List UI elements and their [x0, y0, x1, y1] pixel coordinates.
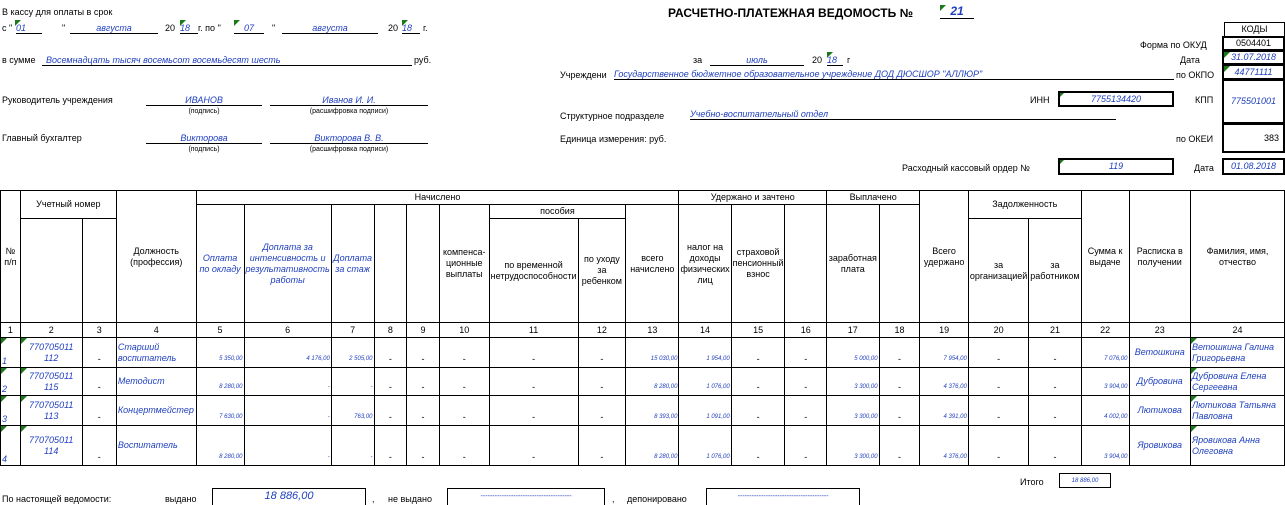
full-name[interactable]: Яровикова Анна Олеговна: [1191, 426, 1285, 466]
cell-col15[interactable]: -: [731, 426, 785, 466]
header-to-pay: Сумма к выдаче: [1081, 191, 1129, 323]
date-code[interactable]: 31.07.2018: [1222, 50, 1285, 65]
total-withheld[interactable]: 4 391,00: [920, 396, 969, 426]
account-number-part: 770705011: [29, 434, 74, 445]
for-label: за: [693, 55, 703, 65]
wages[interactable]: 3 300,00: [827, 426, 880, 466]
year-prefix: 20: [388, 23, 399, 33]
cell-col20[interactable]: -: [968, 396, 1028, 426]
cell-col3[interactable]: -: [82, 426, 116, 466]
accountant-signature[interactable]: Викторова: [146, 133, 262, 144]
salary[interactable]: 5 350,00: [196, 338, 244, 368]
account-number-part: 114: [44, 445, 59, 456]
account-number[interactable]: [20, 338, 82, 368]
cell-col15[interactable]: -: [731, 368, 785, 396]
tenure-pay[interactable]: 2 505,00: [331, 338, 374, 368]
unit-name[interactable]: Учебно-воспитательный отдел: [690, 109, 1116, 120]
position[interactable]: Концертмейстер: [116, 396, 196, 426]
cell-col3[interactable]: -: [82, 368, 116, 396]
column-number: 20: [968, 323, 1028, 338]
header-wages: заработная плата: [827, 205, 880, 323]
account-number-part: 115: [44, 381, 59, 392]
comment-marker: [1191, 396, 1197, 402]
head-label: Руководитель учреждения: [2, 95, 113, 105]
period-g: г: [847, 55, 851, 65]
deposited-amount[interactable]: ---------------------------------------: [706, 488, 860, 505]
receipt-signature[interactable]: Ветошкина: [1129, 338, 1190, 368]
bonus[interactable]: 4 176,00: [244, 338, 331, 368]
inn-label: ИНН: [1030, 95, 1050, 105]
deposited-label: депонировано: [627, 494, 687, 504]
cell-col10[interactable]: -: [439, 426, 489, 466]
account-number[interactable]: [20, 396, 82, 426]
column-number: 3: [82, 323, 116, 338]
full-name[interactable]: Ветошкина Галина Григорьевна: [1191, 338, 1285, 368]
header-col2: [20, 219, 82, 323]
sign-caption: (подпись): [188, 108, 220, 115]
head-signature[interactable]: ИВАНОВ: [146, 95, 262, 106]
wages[interactable]: 3 300,00: [827, 368, 880, 396]
accountant-name[interactable]: Викторова В. В.: [270, 133, 428, 144]
cell-col12[interactable]: -: [578, 338, 626, 368]
cell-col21[interactable]: -: [1029, 368, 1081, 396]
cell-col9[interactable]: -: [407, 368, 440, 396]
tenure-pay[interactable]: -: [331, 426, 374, 466]
column-number: 8: [374, 323, 407, 338]
okud-label: Форма по ОКУД: [1140, 40, 1207, 50]
accountant-label: Главный бухгалтер: [2, 133, 82, 143]
tenure-pay[interactable]: -: [331, 368, 374, 396]
position[interactable]: Воспитатель: [116, 426, 196, 466]
cell-col8[interactable]: -: [374, 396, 407, 426]
comment-marker: [21, 368, 27, 374]
salary[interactable]: 7 630,00: [196, 396, 244, 426]
column-number: 23: [1129, 323, 1190, 338]
to-label: г. по ": [198, 23, 221, 33]
kpp-code[interactable]: 775501001: [1222, 79, 1285, 124]
inn-field[interactable]: 7755134420: [1058, 91, 1174, 107]
header-benefits: пособия: [489, 205, 626, 219]
column-number: 19: [920, 323, 969, 338]
cell-col20[interactable]: -: [968, 368, 1028, 396]
header-col8: [374, 205, 407, 323]
quote: ": [272, 23, 276, 33]
header-care: по уходу за ребенком: [578, 219, 626, 323]
cell-col18[interactable]: -: [879, 426, 920, 466]
decode-caption: (расшифровка подписи): [309, 108, 389, 115]
to-year[interactable]: 18: [402, 23, 420, 34]
header-col18: [879, 205, 920, 323]
header-position: Должность (профессия): [116, 191, 196, 323]
header-fio: Фамилия, имя, отчество: [1191, 191, 1285, 323]
bonus[interactable]: -: [244, 368, 331, 396]
cell-col12[interactable]: -: [578, 426, 626, 466]
column-number: 24: [1191, 323, 1285, 338]
header-accrued: Начислено: [196, 191, 679, 205]
kpp-label: КПП: [1195, 95, 1214, 105]
header-comp: компенса-ционные выплаты: [439, 205, 489, 323]
header-receipt: Расписка в получении: [1129, 191, 1190, 323]
measure-label: Единица измерения: руб.: [560, 134, 667, 144]
payroll-table: [0, 190, 1285, 466]
income-tax[interactable]: 1 091,00: [679, 396, 731, 426]
okei-label: по ОКЕИ: [1176, 134, 1214, 144]
institution-label: Учреждени: [560, 70, 607, 80]
header-col16: [785, 205, 827, 323]
okpo-label: по ОКПО: [1176, 70, 1215, 80]
total-accrued[interactable]: 8 280,00: [626, 426, 679, 466]
cell-col9[interactable]: -: [407, 396, 440, 426]
header-num: № п/п: [1, 191, 21, 323]
head-name[interactable]: Иванов И. И.: [270, 95, 428, 106]
order-date[interactable]: 01.08.2018: [1222, 158, 1285, 175]
amount-to-pay[interactable]: 3 904,00: [1081, 368, 1129, 396]
table-row: [1, 396, 1285, 426]
bonus[interactable]: -: [244, 426, 331, 466]
bonus[interactable]: -: [244, 396, 331, 426]
total-accrued[interactable]: 15 030,00: [626, 338, 679, 368]
cell-col8[interactable]: -: [374, 368, 407, 396]
cell-col3[interactable]: -: [82, 338, 116, 368]
row-number[interactable]: 4: [1, 426, 21, 466]
from-label: с ": [2, 23, 13, 33]
wages[interactable]: 3 300,00: [827, 396, 880, 426]
issued-amount[interactable]: 18 886,00: [212, 488, 366, 505]
doc-number[interactable]: 21: [940, 4, 974, 19]
pay-period-label: В кассу для оплаты в срок: [2, 7, 113, 17]
income-tax[interactable]: 1 076,00: [679, 368, 731, 396]
income-tax[interactable]: 1 076,00: [679, 426, 731, 466]
cell-col11[interactable]: -: [489, 396, 578, 426]
total-pay: 18 886,00: [1059, 473, 1111, 488]
comma: ,: [372, 494, 375, 504]
column-number: 12: [578, 323, 626, 338]
row-number[interactable]: 2: [1, 368, 21, 396]
institution-name[interactable]: Государственное бюджетное образовательное учреждение ДОД ДЮСШОР "АЛЛЮР": [614, 69, 1174, 80]
comment-marker: [1, 396, 7, 402]
to-day[interactable]: 07: [234, 23, 264, 34]
header-tax: налог на доходы физических лиц: [679, 205, 731, 323]
column-number: 17: [827, 323, 880, 338]
header-debt-emp: за работником: [1029, 219, 1081, 323]
cell-col15[interactable]: -: [731, 396, 785, 426]
column-number: 13: [626, 323, 679, 338]
column-number: 7: [331, 323, 374, 338]
comma: ,: [612, 494, 615, 504]
cell-col11[interactable]: -: [489, 426, 578, 466]
page-title: РАСЧЕТНО-ПЛАТЕЖНАЯ ВЕДОМОСТЬ №: [668, 6, 913, 20]
decode-caption: (расшифровка подписи): [309, 146, 389, 153]
rub-label: руб.: [414, 55, 432, 65]
header-withheld: Удержано и зачтено: [679, 191, 827, 205]
cell-col16[interactable]: -: [785, 426, 827, 466]
cell-col10[interactable]: -: [439, 396, 489, 426]
header-pension: страховой пенсионный взнос: [731, 205, 785, 323]
receipt-signature[interactable]: Яровикова: [1129, 426, 1190, 466]
cell-col10[interactable]: -: [439, 338, 489, 368]
cell-col16[interactable]: -: [785, 338, 827, 368]
cell-col12[interactable]: -: [578, 368, 626, 396]
header-total-withheld: Всего удержано: [920, 191, 969, 323]
column-number: 1: [1, 323, 21, 338]
total-withheld[interactable]: 4 376,00: [920, 426, 969, 466]
issued-label: выдано: [165, 494, 197, 504]
by-statement-label: По настоящей ведомости:: [2, 494, 112, 504]
cell-col21[interactable]: -: [1029, 396, 1081, 426]
cell-col8[interactable]: -: [374, 338, 407, 368]
order-date-label: Дата: [1194, 163, 1214, 173]
table-row: [1, 426, 1285, 466]
salary[interactable]: 8 280,00: [196, 368, 244, 396]
comment-marker: [1, 338, 7, 344]
cell-col20[interactable]: -: [968, 338, 1028, 368]
account-number[interactable]: [20, 426, 82, 466]
receipt-signature[interactable]: Лютикова: [1129, 396, 1190, 426]
comment-marker: [21, 396, 27, 402]
header-bonus: Доплата за интенсивность и результативность работы: [244, 205, 331, 323]
header-col3: [82, 219, 116, 323]
header-debt-org: за организацией: [968, 219, 1028, 323]
account-number-part: 770705011: [29, 341, 74, 352]
column-number: 11: [489, 323, 578, 338]
cell-col18[interactable]: -: [879, 396, 920, 426]
okei-code[interactable]: 383: [1222, 123, 1285, 153]
column-number: 15: [731, 323, 785, 338]
column-number: 2: [20, 323, 82, 338]
sum-label: в сумме: [2, 55, 36, 65]
period-year[interactable]: 18: [827, 55, 843, 66]
total-withheld[interactable]: 4 376,00: [920, 368, 969, 396]
receipt-signature[interactable]: Дубровина: [1129, 368, 1190, 396]
cell-col21[interactable]: -: [1029, 338, 1081, 368]
cell-col20[interactable]: -: [968, 426, 1028, 466]
cell-col9[interactable]: -: [407, 426, 440, 466]
cell-col12[interactable]: -: [578, 396, 626, 426]
amount-to-pay[interactable]: 3 904,00: [1081, 426, 1129, 466]
cell-col18[interactable]: -: [879, 338, 920, 368]
okud-code[interactable]: 0504401: [1222, 36, 1285, 51]
period-year-prefix: 20: [812, 55, 823, 65]
comment-marker: [1191, 426, 1197, 432]
cell-col11[interactable]: -: [489, 368, 578, 396]
cell-col9[interactable]: -: [407, 338, 440, 368]
column-number: 16: [785, 323, 827, 338]
header-sick: по временной нетрудоспособности: [489, 219, 578, 323]
row-number[interactable]: 1: [1, 338, 21, 368]
total-withheld[interactable]: 7 954,00: [920, 338, 969, 368]
total-label: Итого: [1020, 477, 1044, 487]
order-number[interactable]: 119: [1058, 158, 1174, 175]
period-month[interactable]: июль: [710, 55, 804, 66]
income-tax[interactable]: 1 954,00: [679, 338, 731, 368]
header-col9: [407, 205, 440, 323]
cell-col16[interactable]: -: [785, 396, 827, 426]
sign-caption: (подпись): [188, 146, 220, 153]
column-number: 18: [879, 323, 920, 338]
date-label: Дата: [1180, 55, 1200, 65]
not-issued-amount[interactable]: ---------------------------------------: [447, 488, 605, 505]
from-day[interactable]: 01: [16, 23, 42, 34]
cell-col18[interactable]: -: [879, 368, 920, 396]
to-month[interactable]: августа: [282, 23, 378, 34]
year-prefix: 20: [165, 23, 176, 33]
amount-to-pay[interactable]: 7 076,00: [1081, 338, 1129, 368]
column-number: 9: [407, 323, 440, 338]
column-number: 14: [679, 323, 731, 338]
comment-marker: [21, 426, 27, 432]
cell-col3[interactable]: -: [82, 396, 116, 426]
from-month[interactable]: августа: [70, 23, 158, 34]
position[interactable]: Методист: [116, 368, 196, 396]
column-number: 6: [244, 323, 331, 338]
column-number: 4: [116, 323, 196, 338]
quote: ": [62, 23, 66, 33]
year-suffix: г.: [423, 23, 428, 33]
header-paid: Выплачено: [827, 191, 920, 205]
comment-marker: [21, 338, 27, 344]
full-name[interactable]: Дубровина Елена Сергеевна: [1191, 368, 1285, 396]
header-account: Учетный номер: [20, 191, 116, 219]
cell-col10[interactable]: -: [439, 368, 489, 396]
account-number[interactable]: [20, 368, 82, 396]
account-number-part: 770705011: [29, 370, 74, 381]
row-number[interactable]: 3: [1, 396, 21, 426]
unit-label: Структурное подразделе: [560, 111, 665, 121]
cell-col21[interactable]: -: [1029, 426, 1081, 466]
header-debt: Задолженность: [968, 191, 1081, 219]
column-number: 22: [1081, 323, 1129, 338]
sum-words[interactable]: Восемнадцать тысяч восемьсот восемьдесят шесть: [42, 55, 412, 66]
total-accrued[interactable]: 8 280,00: [626, 368, 679, 396]
comment-marker: [1, 368, 7, 374]
not-issued-label: не выдано: [388, 494, 432, 504]
table-row: [1, 368, 1285, 396]
tenure-pay[interactable]: 763,00: [331, 396, 374, 426]
header-salary: Оплата по окладу: [196, 205, 244, 323]
order-label: Расходный кассовый ордер №: [902, 163, 1030, 173]
cell-col15[interactable]: -: [731, 338, 785, 368]
from-year[interactable]: 18: [180, 23, 198, 34]
account-number-part: 112: [44, 352, 59, 363]
okpo-code[interactable]: 44771111: [1222, 64, 1285, 80]
position[interactable]: Старший воспитатель: [116, 338, 196, 368]
comment-marker: [1191, 368, 1197, 374]
column-number: 21: [1029, 323, 1081, 338]
account-number-part: 770705011: [29, 399, 74, 410]
header-total-accrued: всего начислено: [626, 205, 679, 323]
total-accrued[interactable]: 8 393,00: [626, 396, 679, 426]
full-name[interactable]: Лютикова Татьяна Павловна: [1191, 396, 1285, 426]
comment-marker: [1, 426, 7, 432]
account-number-part: 113: [44, 410, 59, 421]
header-tenure: Доплата за стаж: [331, 205, 374, 323]
cell-col11[interactable]: -: [489, 338, 578, 368]
column-number: 10: [439, 323, 489, 338]
salary[interactable]: 8 280,00: [196, 426, 244, 466]
wages[interactable]: 5 000,00: [827, 338, 880, 368]
comment-marker: [1191, 338, 1197, 344]
table-row: [1, 338, 1285, 368]
cell-col8[interactable]: -: [374, 426, 407, 466]
column-number: 5: [196, 323, 244, 338]
amount-to-pay[interactable]: 4 002,00: [1081, 396, 1129, 426]
codes-title: КОДЫ: [1224, 22, 1285, 37]
cell-col16[interactable]: -: [785, 368, 827, 396]
